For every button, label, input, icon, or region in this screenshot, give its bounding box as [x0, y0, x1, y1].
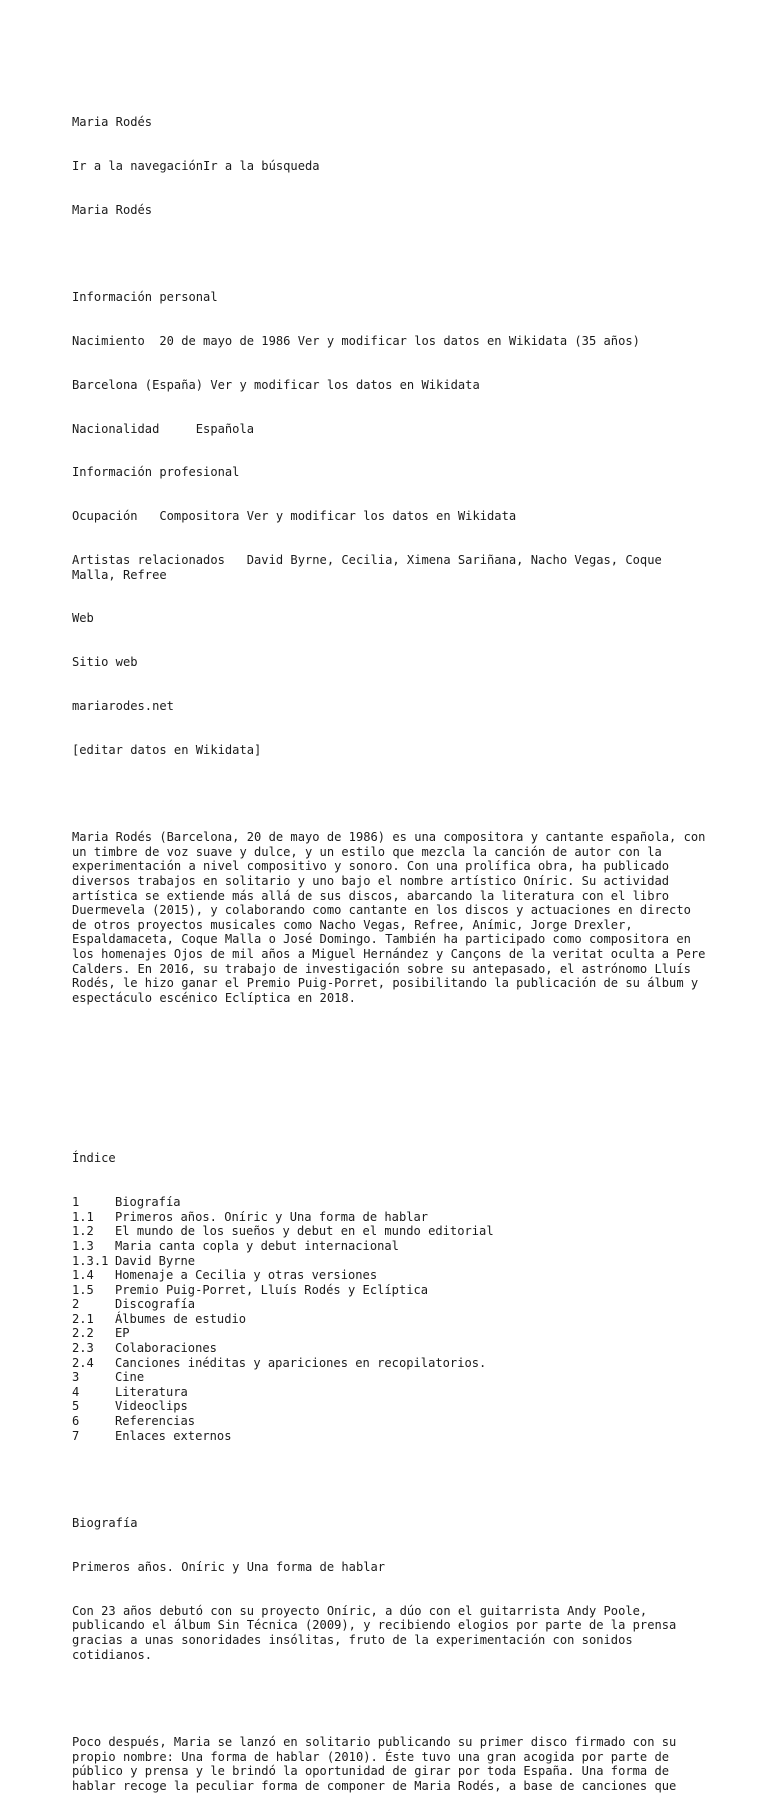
toc-item-number: 1.2: [72, 1224, 94, 1239]
toc-item-label[interactable]: Premio Puig-Porret, Lluís Rodés y Eclíptica: [115, 1282, 429, 1297]
toc-item-number: 1: [72, 1195, 80, 1210]
biography-paragraph: Con 23 años debutó con su proyecto Oníric, a dúo con el guitarrista Andy Poole, publicando el álbum Sin Técnica (2009), y recibiendo elogios por parte de la prensa gracias a unas sonoridades insólitas, fruto de la experimentación con sonidos cotidianos.: [72, 1603, 684, 1662]
toc-item-number: 2.2: [72, 1326, 94, 1341]
toc-item-number: 1.3: [72, 1238, 94, 1253]
toc-item-label[interactable]: Videoclips: [115, 1399, 188, 1414]
biography-paragraph: Poco después, Maria se lanzó en solitario publicando su primer disco firmado con su propio nombre: Una forma de hablar (2010). Éste tuvo una gran acogida por parte de público y prensa y le brindó la oportunidad de girar por toda España. Una forma de hablar recoge la peculiar forma de componer de Maria Rodés, a base de canciones que: [72, 1735, 684, 1793]
toc-item-number: 1.4: [72, 1268, 94, 1283]
toc-item-label[interactable]: Homenaje a Cecilia y otras versiones: [115, 1268, 378, 1283]
toc-item-label[interactable]: Colaboraciones: [115, 1341, 217, 1356]
toc-item-label[interactable]: Referencias: [115, 1414, 196, 1429]
toc-item-label[interactable]: Literatura: [115, 1384, 188, 1399]
document-page: [72, 86, 712, 1808]
toc-item[interactable]: [72, 1312, 712, 1327]
toc-item-label[interactable]: David Byrne: [115, 1253, 196, 1268]
infobox-web-label: Web: [72, 611, 94, 626]
biography-heading: Biografía: [72, 1516, 138, 1531]
toc-item[interactable]: [72, 1195, 712, 1210]
toc-item[interactable]: [72, 1326, 712, 1341]
toc-item-number: 2.3: [72, 1341, 94, 1356]
toc-item-number: 1.5: [72, 1282, 94, 1297]
biography-subheading: Primeros años. Oníric y Una forma de hablar: [72, 1559, 386, 1574]
toc-item-label[interactable]: Enlaces externos: [115, 1428, 232, 1443]
toc-item-number: 6: [72, 1414, 80, 1429]
article-title: Maria Rodés: [72, 202, 153, 217]
toc-item-number: 2.4: [72, 1355, 94, 1370]
toc-item-number: 4: [72, 1384, 80, 1399]
toc-item-label[interactable]: EP: [115, 1326, 130, 1341]
infobox-website-label: Sitio web: [72, 655, 138, 670]
toc-item-number: 1.3.1: [72, 1253, 109, 1268]
toc-item[interactable]: [72, 1414, 712, 1429]
infobox-personal-heading: Información personal: [72, 290, 218, 305]
toc-item[interactable]: [72, 1399, 712, 1414]
infobox-occupation: Ocupación Compositora Ver y modificar los datos en Wikidata: [72, 509, 517, 524]
skip-links[interactable]: Ir a la navegaciónIr a la búsqueda: [72, 158, 320, 173]
toc-item-number: 1.1: [72, 1209, 94, 1224]
toc-item-label[interactable]: Álbumes de estudio: [115, 1311, 247, 1326]
toc-item[interactable]: [72, 1210, 712, 1225]
toc-item-number: 2.1: [72, 1311, 94, 1326]
toc-item-number: 3: [72, 1370, 80, 1385]
intro-paragraph: Maria Rodés (Barcelona, 20 de mayo de 1986) es una compositora y cantante española, con un timbre de voz suave y dulce, y un estilo que mezcla la canción de autor con la experimentación a nivel compositivo y sonoro. Con una prolífica obra, ha publicado diversos trabajos en solitario y uno bajo el nombre artístico Oníric. Su actividad artística se extiende más allá de sus discos, abarcando la literatura con el libro Duermevela (2015), y colaborando como cantante en los discos y actuaciones en directo de otros proyectos musicales como Nacho Vegas, Refree, Anímic, Jorge Drexler, Espaldamaceta, Coque Malla o José Domingo. También ha participado como compositora en los homenajes Ojos de mil años a Miguel Hernández y Cançons de la veritat oculta a Pere Calders. En 2016, su trabajo de investigación sobre su antepasado, el astrónomo Lluís Rodés, le hizo ganar el Premio Puig-Porret, posibilitando la publicación de su álbum y espectáculo escénico Eclíptica en 2018.: [72, 830, 713, 1005]
toc-heading: Índice: [72, 1151, 116, 1166]
toc-item-label[interactable]: Maria canta copla y debut internacional: [115, 1238, 399, 1253]
toc-item[interactable]: [72, 1283, 712, 1298]
infobox: [72, 261, 712, 786]
toc-item-number: 5: [72, 1399, 80, 1414]
toc-item[interactable]: [72, 1356, 712, 1371]
toc-item-number: 7: [72, 1428, 80, 1443]
toc-list: [72, 1195, 712, 1443]
infobox-birth: Nacimiento 20 de mayo de 1986 Ver y modificar los datos en Wikidata (35 años): [72, 334, 640, 349]
section-spacer: [72, 1049, 712, 1078]
infobox-birth-place: Barcelona (España) Ver y modificar los datos en Wikidata: [72, 377, 480, 392]
toc-item[interactable]: [72, 1297, 712, 1312]
toc-item-label[interactable]: Cine: [115, 1370, 145, 1385]
edit-wikidata-link[interactable]: [editar datos en Wikidata]: [72, 742, 262, 757]
toc-item[interactable]: [72, 1239, 712, 1254]
toc-item-label[interactable]: Discografía: [115, 1297, 196, 1312]
toc-item[interactable]: [72, 1268, 712, 1283]
toc-item-label[interactable]: Canciones inéditas y apariciones en recopilatorios.: [115, 1355, 487, 1370]
paragraph-spacer: [72, 1691, 712, 1706]
toc-item[interactable]: [72, 1385, 712, 1400]
toc-item-label[interactable]: Primeros años. Oníric y Una forma de hablar: [115, 1209, 429, 1224]
infobox-website-link[interactable]: mariarodes.net: [72, 698, 174, 713]
toc-item-label[interactable]: Biografía: [115, 1195, 181, 1210]
infobox-professional-heading: Información profesional: [72, 465, 240, 480]
toc-item[interactable]: [72, 1429, 712, 1444]
infobox-nationality: Nacionalidad Española: [72, 421, 255, 436]
toc-item[interactable]: [72, 1254, 712, 1269]
toc-item[interactable]: [72, 1370, 712, 1385]
infobox-related-artists: Artistas relacionados David Byrne, Cecilia, Ximena Sariñana, Nacho Vegas, Coque Malla, Refree: [72, 553, 670, 582]
toc-item-label[interactable]: El mundo de los sueños y debut en el mundo editorial: [115, 1224, 494, 1239]
toc-item[interactable]: [72, 1341, 712, 1356]
page-title: Maria Rodés: [72, 115, 153, 130]
table-of-contents: [72, 1122, 712, 1472]
toc-item[interactable]: [72, 1224, 712, 1239]
toc-item-number: 2: [72, 1297, 80, 1312]
